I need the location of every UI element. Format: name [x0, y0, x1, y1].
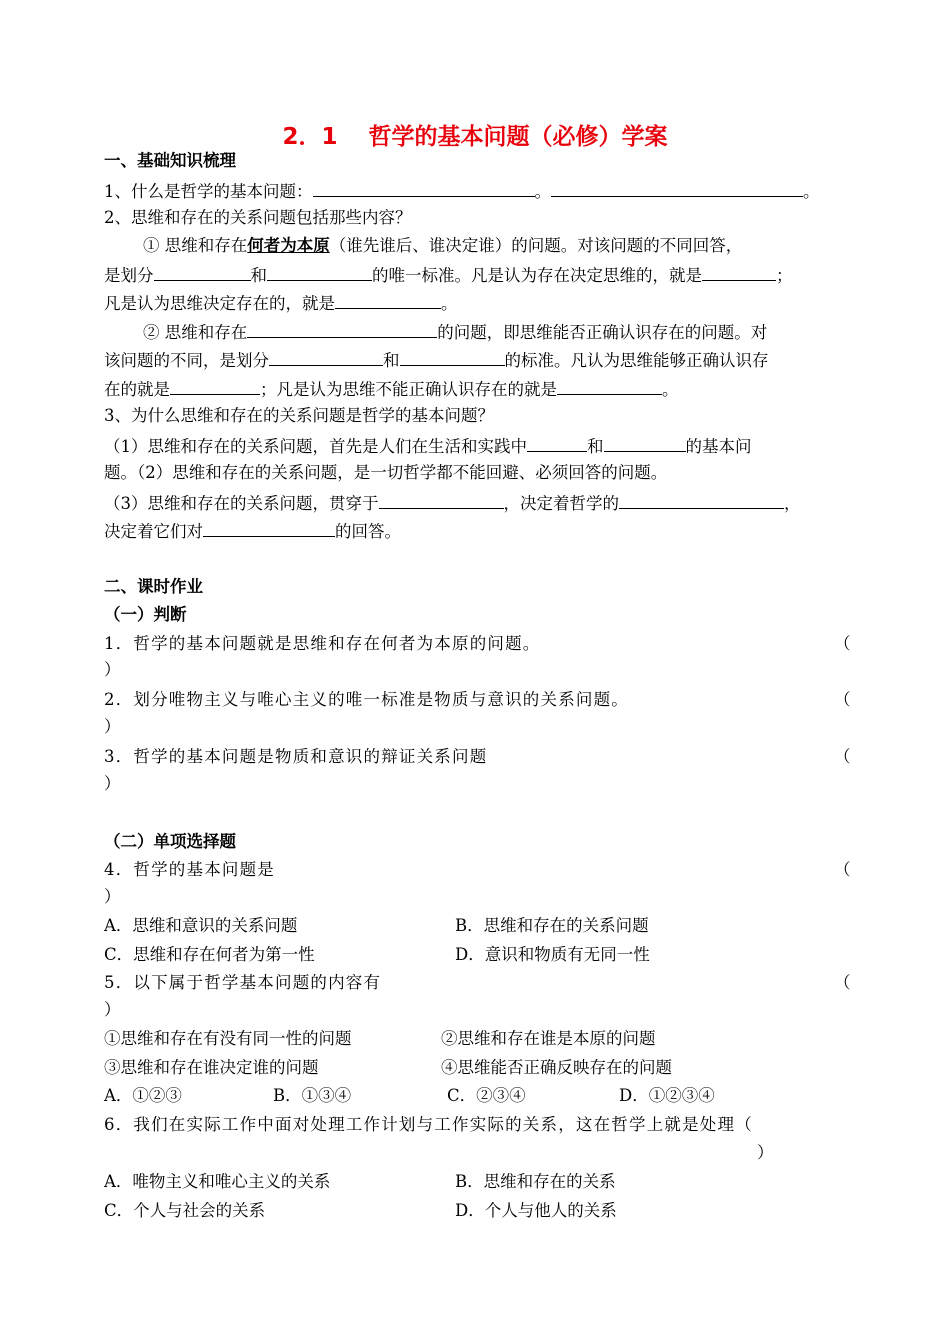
section-heading-homework: 二、课时作业	[104, 577, 203, 596]
answer-blank[interactable]	[335, 291, 441, 309]
answer-paren-open[interactable]: （	[834, 860, 851, 879]
statement-1: ①思维和存在有没有同一性的问题	[104, 1029, 352, 1048]
text: 。	[441, 294, 458, 313]
para-2-line-2	[104, 348, 769, 372]
answer-paren-open[interactable]: （	[834, 747, 851, 766]
choice-question-4: 4．哲学的基本问题是	[104, 860, 275, 879]
para-1-line-1	[143, 235, 742, 257]
reason-line-2: 题。（2）思维和存在的关系问题，是一切哲学都不能回避、必须回答的问题。	[104, 463, 668, 482]
text: 凡是认为思维决定存在的，就是	[104, 294, 335, 313]
page-title: 2．1 哲学的基本问题（必修）学案	[282, 124, 668, 150]
option-b[interactable]: B．思维和存在的关系	[455, 1172, 616, 1191]
reason-line-4	[104, 519, 401, 543]
answer-blank[interactable]	[379, 491, 504, 509]
option-d[interactable]: D．①②③④	[619, 1086, 715, 1105]
text: 决定着它们对	[104, 522, 203, 541]
question-1-text: 1、什么是哲学的基本问题：	[104, 182, 313, 201]
question-2: 2、思维和存在的关系问题包括那些内容？	[104, 208, 412, 227]
reason-line-3	[104, 491, 801, 515]
option-c[interactable]: C．②③④	[447, 1086, 526, 1105]
answer-paren-close[interactable]: ）	[757, 1143, 774, 1162]
text: ，决定着哲学的	[503, 494, 619, 513]
answer-blank[interactable]	[269, 348, 383, 366]
answer-paren-close: ）	[104, 887, 121, 906]
answer-blank[interactable]	[170, 377, 260, 395]
para-1-line-2	[104, 263, 793, 287]
option-b[interactable]: B．思维和存在的关系问题	[455, 916, 649, 935]
judgement-item-2: 2．划分唯物主义与唯心主义的唯一标准是物质与意识的关系问题。	[104, 690, 629, 709]
reason-line-1	[104, 434, 752, 458]
answer-blank[interactable]	[527, 434, 587, 452]
punctuation: 。	[803, 182, 820, 201]
judgement-item-3: 3．哲学的基本问题是物质和意识的辩证关系问题	[104, 747, 488, 766]
text: 和	[587, 437, 604, 456]
answer-blank[interactable]	[702, 263, 776, 281]
question-1	[104, 179, 820, 203]
statement-2: ②思维和存在谁是本原的问题	[441, 1029, 656, 1048]
para-1-line-3	[104, 291, 458, 315]
answer-blank[interactable]	[619, 491, 784, 509]
section-heading-basics: 一、基础知识梳理	[104, 151, 236, 170]
text: ，	[784, 494, 801, 513]
text: 的回答。	[335, 522, 401, 541]
answer-paren-open[interactable]: （	[834, 634, 851, 653]
text: ① 思维和存在	[143, 236, 248, 255]
option-d[interactable]: D．意识和物质有无同一性	[455, 945, 650, 964]
text: 的标准。凡认为思维能够正确认识存	[504, 351, 769, 370]
option-d[interactable]: D．个人与他人的关系	[455, 1201, 617, 1220]
answer-blank[interactable]	[203, 519, 335, 537]
answer-paren-close: ）	[104, 660, 121, 679]
text: 和	[250, 266, 267, 285]
text: （3）思维和存在的关系问题，贯穿于	[104, 494, 379, 513]
question-3: 3、为什么思维和存在的关系问题是哲学的基本问题？	[104, 406, 494, 425]
text: ② 思维和存在	[143, 323, 248, 342]
answer-paren-close: ）	[104, 774, 121, 793]
text: 和	[383, 351, 400, 370]
answer-blank[interactable]	[400, 348, 505, 366]
answer-blank[interactable]	[247, 320, 437, 338]
text: 。	[662, 380, 679, 399]
answer-blank[interactable]	[557, 377, 662, 395]
answer-paren-close: ）	[104, 717, 121, 736]
punctuation: 。	[534, 182, 551, 201]
part-heading-choice: （二）单项选择题	[104, 832, 236, 851]
text: 该问题的不同，是划分	[104, 351, 269, 370]
para-2-line-1	[143, 320, 767, 344]
option-a[interactable]: A．思维和意识的关系问题	[104, 916, 298, 935]
answer-blank[interactable]	[604, 434, 686, 452]
answer-paren-open[interactable]: （	[834, 973, 851, 992]
text: 的唯一标准。凡是认为存在决定思维的，就是	[372, 266, 702, 285]
text: 在的就是	[104, 380, 170, 399]
option-a[interactable]: A．唯物主义和唯心主义的关系	[104, 1172, 331, 1191]
option-a[interactable]: A．①②③	[104, 1086, 182, 1105]
para-2-line-3	[104, 377, 679, 401]
text: 的基本问	[685, 437, 752, 456]
option-c[interactable]: C．思维和存在何者为第一性	[104, 945, 315, 964]
choice-question-5: 5．以下属于哲学基本问题的内容有	[104, 973, 382, 992]
answer-blank[interactable]	[267, 263, 372, 281]
text: （谁先谁后、谁决定谁）的问题。对该问题的不同回答，	[329, 236, 743, 255]
judgement-item-1: 1．哲学的基本问题就是思维和存在何者为本原的问题。	[104, 634, 541, 653]
option-b[interactable]: B．①③④	[273, 1086, 352, 1105]
answer-blank[interactable]	[551, 179, 803, 197]
option-c[interactable]: C．个人与社会的关系	[104, 1201, 266, 1220]
answer-paren-open[interactable]: （	[834, 690, 851, 709]
answer-paren-close: ）	[104, 1000, 121, 1019]
statement-3: ③思维和存在谁决定谁的问题	[104, 1058, 319, 1077]
statement-4: ④思维能否正确反映存在的问题	[441, 1058, 672, 1077]
answer-blank[interactable]	[154, 263, 251, 281]
text: 是划分	[104, 266, 154, 285]
underlined-key-term: 何者为本原	[247, 236, 330, 255]
choice-question-6: 6．我们在实际工作中面对处理工作计划与工作实际的关系，这在哲学上就是处理（	[104, 1115, 753, 1134]
text: ；凡是认为思维不能正确认识存在的就是	[260, 380, 557, 399]
part-heading-judgement: （一）判断	[104, 605, 187, 624]
text: ；	[776, 266, 793, 285]
text: 的问题，即思维能否正确认识存在的问题。对	[437, 323, 768, 342]
answer-blank[interactable]	[313, 179, 535, 197]
text: （1）思维和存在的关系问题，首先是人们在生活和实践中	[104, 437, 527, 456]
